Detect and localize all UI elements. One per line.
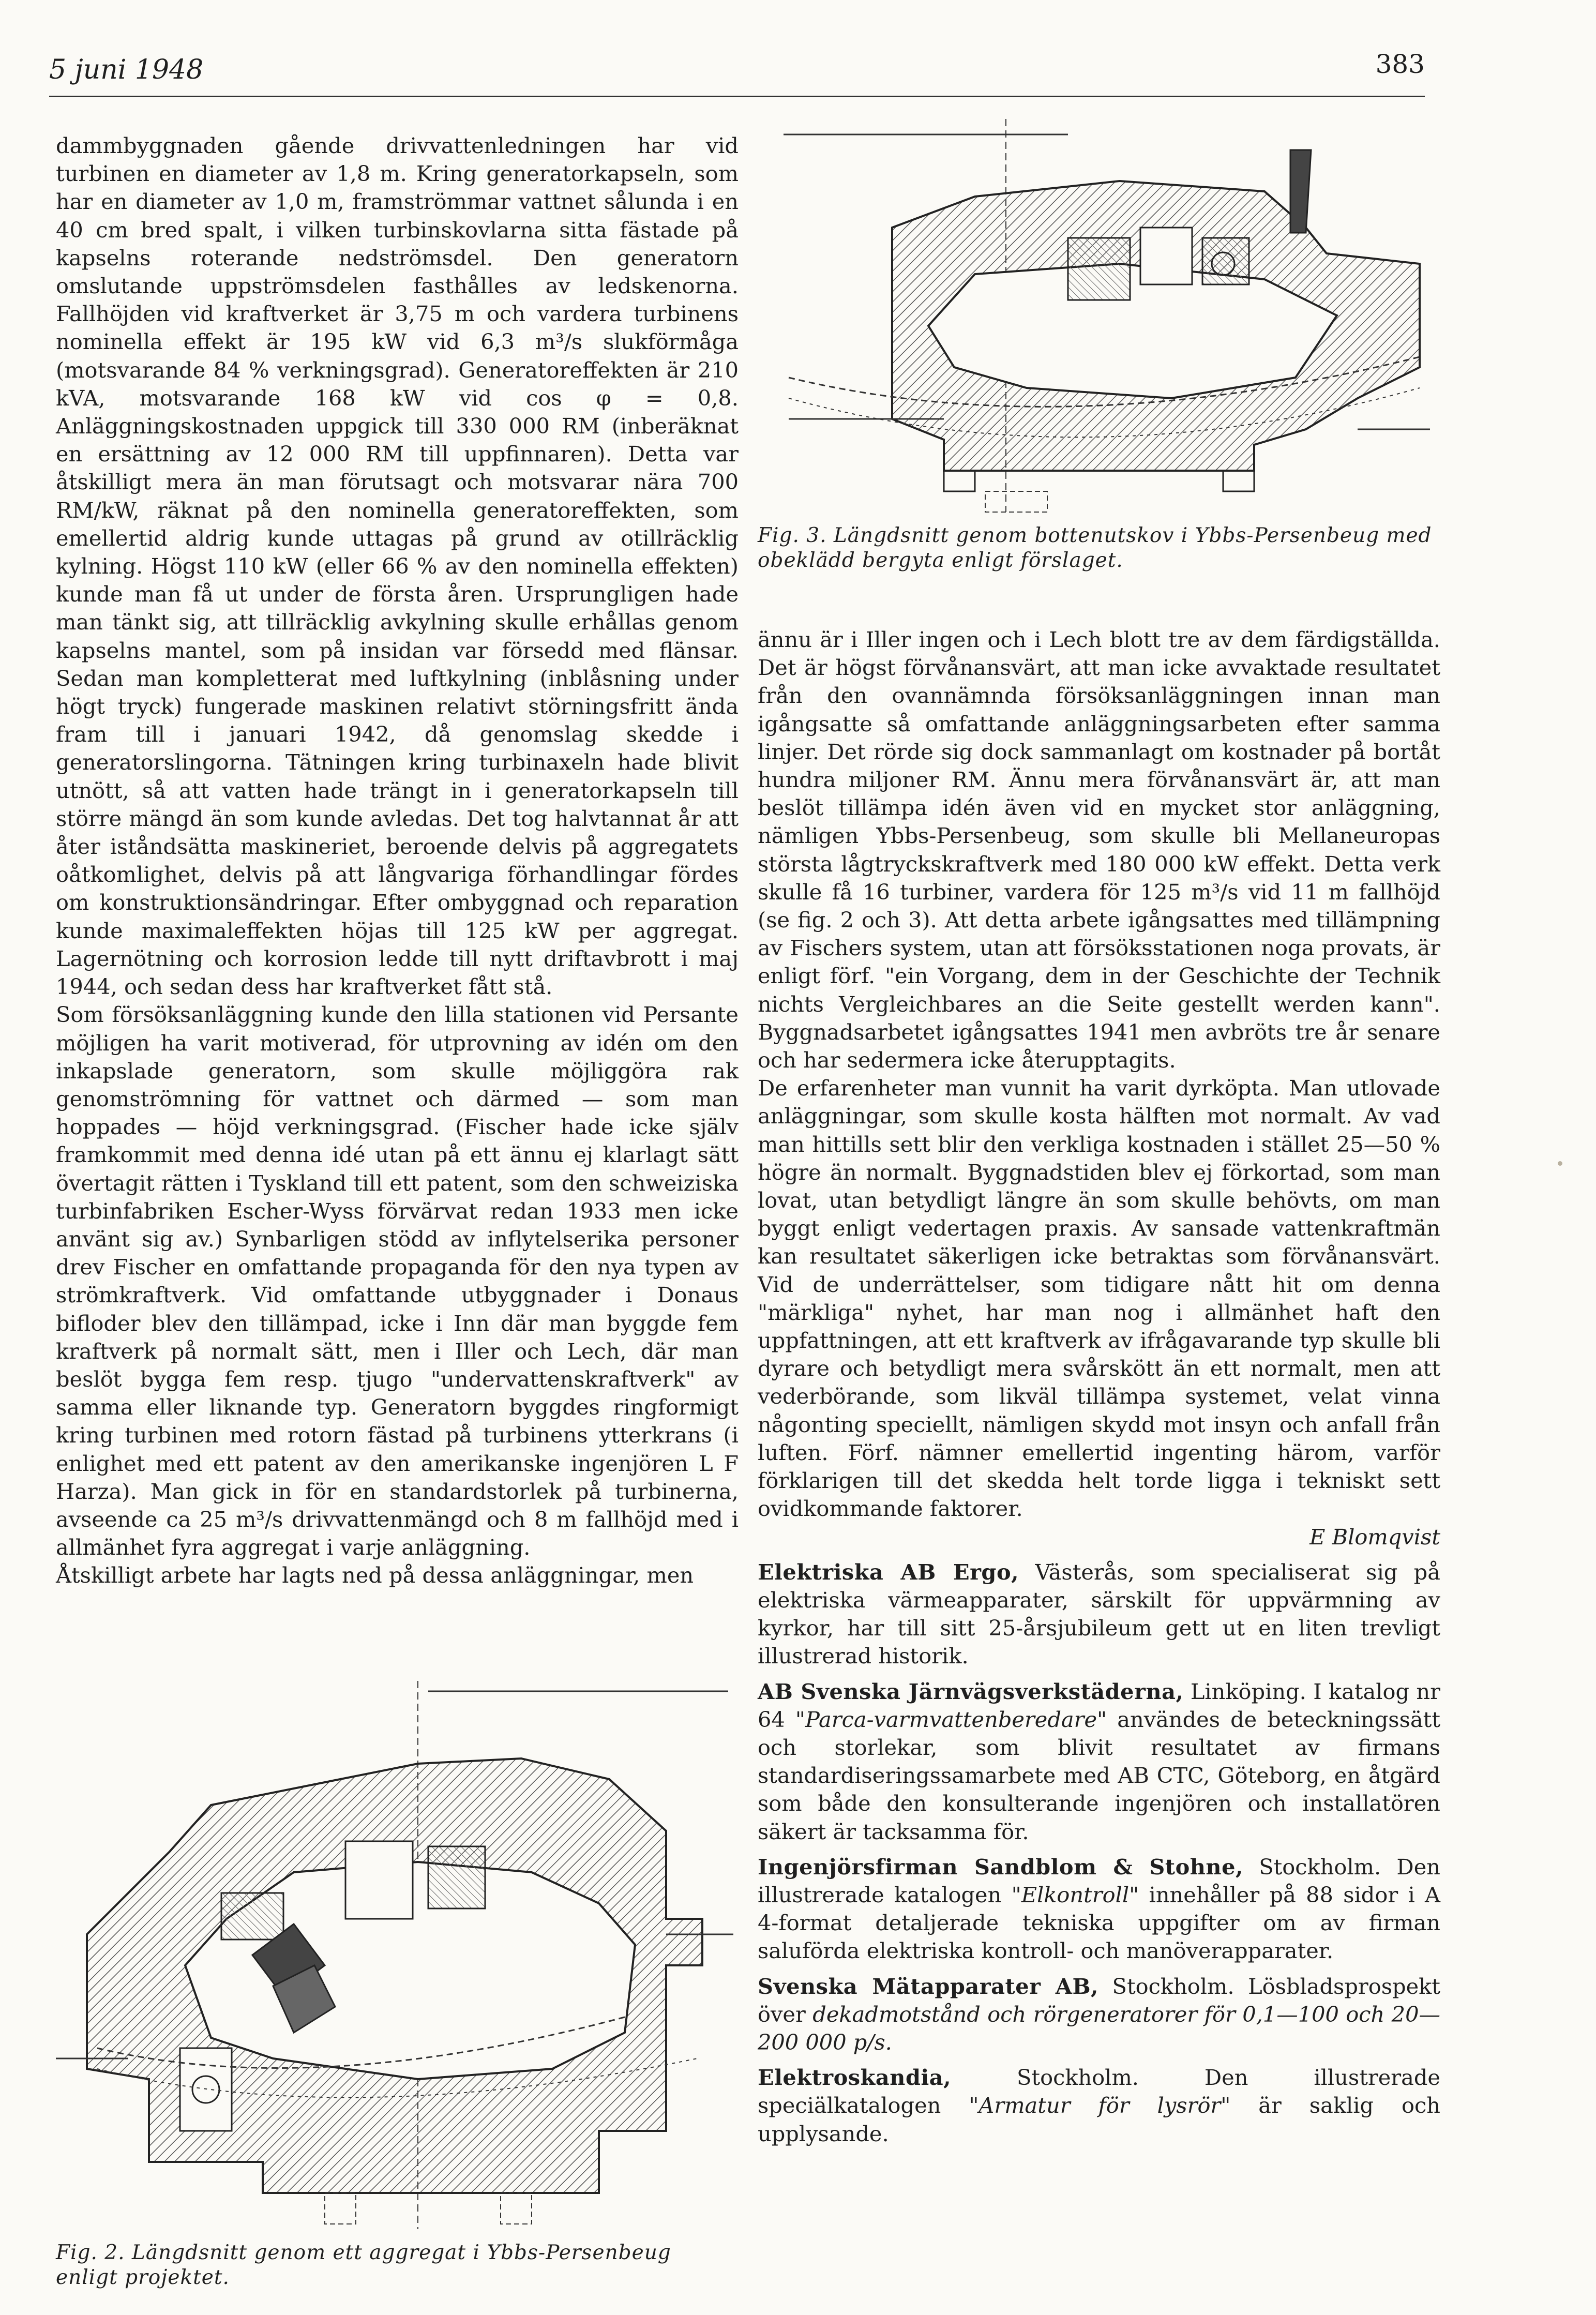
margin-dot (1558, 1161, 1562, 1166)
figure-3-caption: Fig. 3. Längdsnitt genom bottenutskov i Ybbs-Persenbeug med obeklädd bergyta enligt förslaget. (758, 524, 1432, 572)
notice-elektroskandia-text-a: Stockholm. Den illustrerade speciälkatalogen (758, 2065, 1440, 2118)
left-paragraph-3: Åtskilligt arbete har lagts ned på dessa anläggningar, men (56, 1562, 694, 1588)
notice-ergo-name: Elektriska AB Ergo, (758, 1559, 1019, 1585)
notice-sandblom-stohne (758, 1853, 1440, 1965)
notice-elektroskandia (758, 2064, 1440, 2148)
page-number: 383 (1375, 49, 1425, 79)
notice-sandblom-stohne-name: Ingenjörsfirman Sandblom & Stohne, (758, 1854, 1243, 1880)
figure-3-drawing (758, 109, 1440, 517)
issue-date: 5 juni 1948 (49, 54, 204, 85)
left-paragraph-1: dammbyggnaden gående drivvattenledningen har vid turbinen en diameter av 1,8 m. Kring generatorkapseln, som har en diameter av 1,0 m, framströmmar vattnet sålunda i en 40 cm bred spalt, i vilken turbinskovlarna sitta fästade på kapselns roterande nedströmsdel. Den generatorn omslutande uppströmsdelen fasthålles av ledskenorna. Fallhöjden vid kraftverket är 3,75 m och vardera turbinens nominella effekt är 195 kW vid 6,3 m³/s slukförmåga (motsvarande 84 % verkningsgrad). Generatoreffekten är 210 kVA, motsvarande 168 kW vid cos φ = 0,8. Anläggningskostnaden uppgick till 330 000 RM (inberäknat en ersättning av 12 000 RM till uppfinnaren). Detta var åtskilligt mera än man förutsagt och motsvarar nära 700 RM/kW, räknat på den nominella generatoreffekten, som emellertid aldrig kunde uttagas på grund av otillräcklig kylning. Högst 110 kW (eller 66 % av den nominella effekten) kunde man få ut under de första åren. Ursprungligen hade man tänkt sig, att tillräcklig avkylning skulle erhållas genom kapselns mantel, som på insidan var försedd med flänsar. Sedan man kompletterat med luftkylning (inblåsning under högt tryck) fungerade maskinen relativt störningsfritt ända fram till i januari 1942, då genomslag skedde i generatorslingorna. Tätningen kring turbinaxeln hade blivit utnött, så att vatten hade trängt in i generatorkapseln till större mängd än som kunde avledas. Det tog halvtannat år att åter iståndsätta maskineriet, beroende delvis på aggregatets oåtkomlighet, delvis på att långvariga förhandlingar fördes om konstruktionsändringar. Efter ombyggnad och reparation kunde maximaleffekten höjas till 125 kW per aggregat. Lagernötning och korrosion ledde till nytt driftavbrott i maj 1944, och sedan dess har kraftverket fått stå. (56, 133, 739, 1000)
notice-matapparater-italic: dekadmotstånd och rörgeneratorer för 0,1—100 och 20—200 000 p/s. (758, 2001, 1440, 2055)
notice-ergo-text: Västerås, som specialiserat sig på elektriska värmeapparater, särskilt för uppvärmning av kyrkor, har till sitt 25-årsjubileum gett ut en liten trevligt illustrerad historik. (758, 1559, 1440, 1669)
notice-jarnvagsverkstaderna-catalog: "Parca-varmvattenberedare" (795, 1706, 1107, 1732)
notice-matapparater (758, 1973, 1440, 2057)
right-paragraph-2 (758, 1074, 1440, 1523)
figure-2 (56, 1676, 739, 2296)
notice-sandblom-stohne-text-a: Stockholm. Den illustrerade katalogen (758, 1854, 1440, 1907)
notice-elektroskandia-name: Elektroskandia, (758, 2065, 952, 2091)
notice-jarnvagsverkstaderna-text-a: Linköping. I katalog nr 64 (758, 1678, 1440, 1732)
notice-jarnvagsverkstaderna (758, 1678, 1440, 1846)
notice-matapparater-name: Svenska Mätapparater AB, (758, 1973, 1098, 1999)
notice-matapparater-text-a: Stockholm. Lösbladsprospekt över (758, 1973, 1440, 2027)
left-column (56, 132, 739, 1590)
page-header (49, 49, 1425, 97)
figure-3 (758, 109, 1440, 584)
notice-jarnvagsverkstaderna-name: AB Svenska Järnvägsverkstäderna, (758, 1678, 1184, 1704)
author-signature: E Blomqvist (1309, 1524, 1440, 1550)
right-paragraph-1: ännu är i Iller ingen och i Lech blott tre av dem färdigställda. Det är högst förvånansvärt, att man icke avvaktade resultatet från den ovannämnda försöksanläggningen innan man igångsatte så omfattande anläggningsarbeten efter samma linjer. Det rörde sig dock sammanlagt om kostnader på bortåt hundra miljoner RM. Ännu mera förvånansvärt är, att man beslöt tillämpa idén även vid en mycket stor anläggning, nämligen Ybbs-Persenbeug, som skulle bli Mellaneuropas största lågtryckskraftverk med 180 000 kW effekt. Detta verk skulle få 16 turbiner, vardera för 125 m³/s vid 11 m fallhöjd (se fig. 2 och 3). Att detta arbete igångsattes med tillämpning av Fischers system, utan att försöksstationen noga provats, är enligt förf. "ein Vorgang, dem in der Geschichte der Technik nichts Vergleichbares an die Seite gestellt werden kann". Byggnadsarbetet igångsattes 1941 men avbröts tre år senare och har sedermera icke återupptagits. (758, 627, 1440, 1073)
notice-sandblom-stohne-text-b: innehåller på 88 sidor i A 4-format detaljerade tekniska uppgifter om av firman saluförda elektriska kontroll- och manöverapparater. (758, 1882, 1440, 1964)
figure-2-drawing (56, 1676, 739, 2234)
notice-elektroskandia-text-b: är saklig och upplysande. (758, 2093, 1440, 2146)
notice-ergo (758, 1558, 1440, 1671)
figure-2-caption: Fig. 2. Längdsnitt genom ett aggregat i Ybbs-Persenbeug enligt projektet. (56, 2241, 671, 2289)
notice-sandblom-stohne-catalog: "Elkontroll" (1011, 1882, 1139, 1907)
notice-elektroskandia-catalog: "Armatur för lysrör" (969, 2093, 1231, 2118)
notice-jarnvagsverkstaderna-text-b: användes de beteckningssätt och storlekar, som blivit resultatet av firmans standardiseringssamarbete med AB CTC, Göteborg, en åtgärd som både den konsulterande ingenjören och installatören säkert är tacksamma för. (758, 1706, 1440, 1844)
right-paragraph-2-text: De erfarenheter man vunnit ha varit dyrköpta. Man utlovade anläggningar, som skulle kosta hälften mot normalt. Av vad man hittills sett blir den verkliga kostnaden i stället 25—50 % högre än normalt. Byggnadstiden blev ej förkortad, som man lovat, utan betydligt längre än som skulle behövts, om man byggt enligt vedertagen praxis. Av sansade vattenkraftmän kan resultatet säkerligen icke betraktas som förvånansvärt. Vid de underrättelser, som tidigare nått hit om denna "märkliga" nyhet, har man nog i allmänhet haft den uppfattningen, att ett kraftverk av ifrågavarande typ skulle bli dyrare och betydligt mera svårskött än ett normalt, men att vederbörande, som likväl tillämpa systemet, velat vinna någonting speciellt, nämligen skydd mot insyn och anfall från luften. Förf. nämner emellertid ingenting härom, varför förklarigen till det skedda helt torde ligga i tekniskt sett ovidkommande faktorer. (758, 1075, 1440, 1522)
right-column (758, 626, 1440, 2148)
left-paragraph-2: Som försöksanläggning kunde den lilla stationen vid Persante möjligen ha varit motiverad, för utprovning av idén om den inkapslade generatorn, som skulle möjliggöra rak genomströmning för vattnet och därmed — som man hoppades — höjd verkningsgrad. (Fischer hade icke själv framkommit med denna idé utan på ett ännu ej klarlagt sätt övertagit rätten i Tyskland till ett patent, som den schweiziska turbinfabriken Escher-Wyss förvärvat redan 1933 men icke använt sig av.) Synbarligen stödd av inflytelserika personer drev Fischer en omfattande propaganda för den nya typen av strömkraftverk. Vid omfattande utbyggnader i Donaus bifloder blev den tillämpad, icke i Inn där man byggde fem kraftverk på normalt sätt, men i Iller och Lech, där man beslöt bygga fem resp. tjugo "undervattenskraftverk" av samma eller liknande typ. Generatorn byggdes ringformigt kring turbinen med rotorn fästad på turbinens ytterkrans (i enlighet med ett patent av den amerikanske ingenjören L F Harza). Man gick in för en standardstorlek på turbinerna, avseende ca 25 m³/s drivvattenmängd och 8 m fallhöjd med i allmänhet fyra aggregat i varje anläggning. (56, 1002, 739, 1560)
